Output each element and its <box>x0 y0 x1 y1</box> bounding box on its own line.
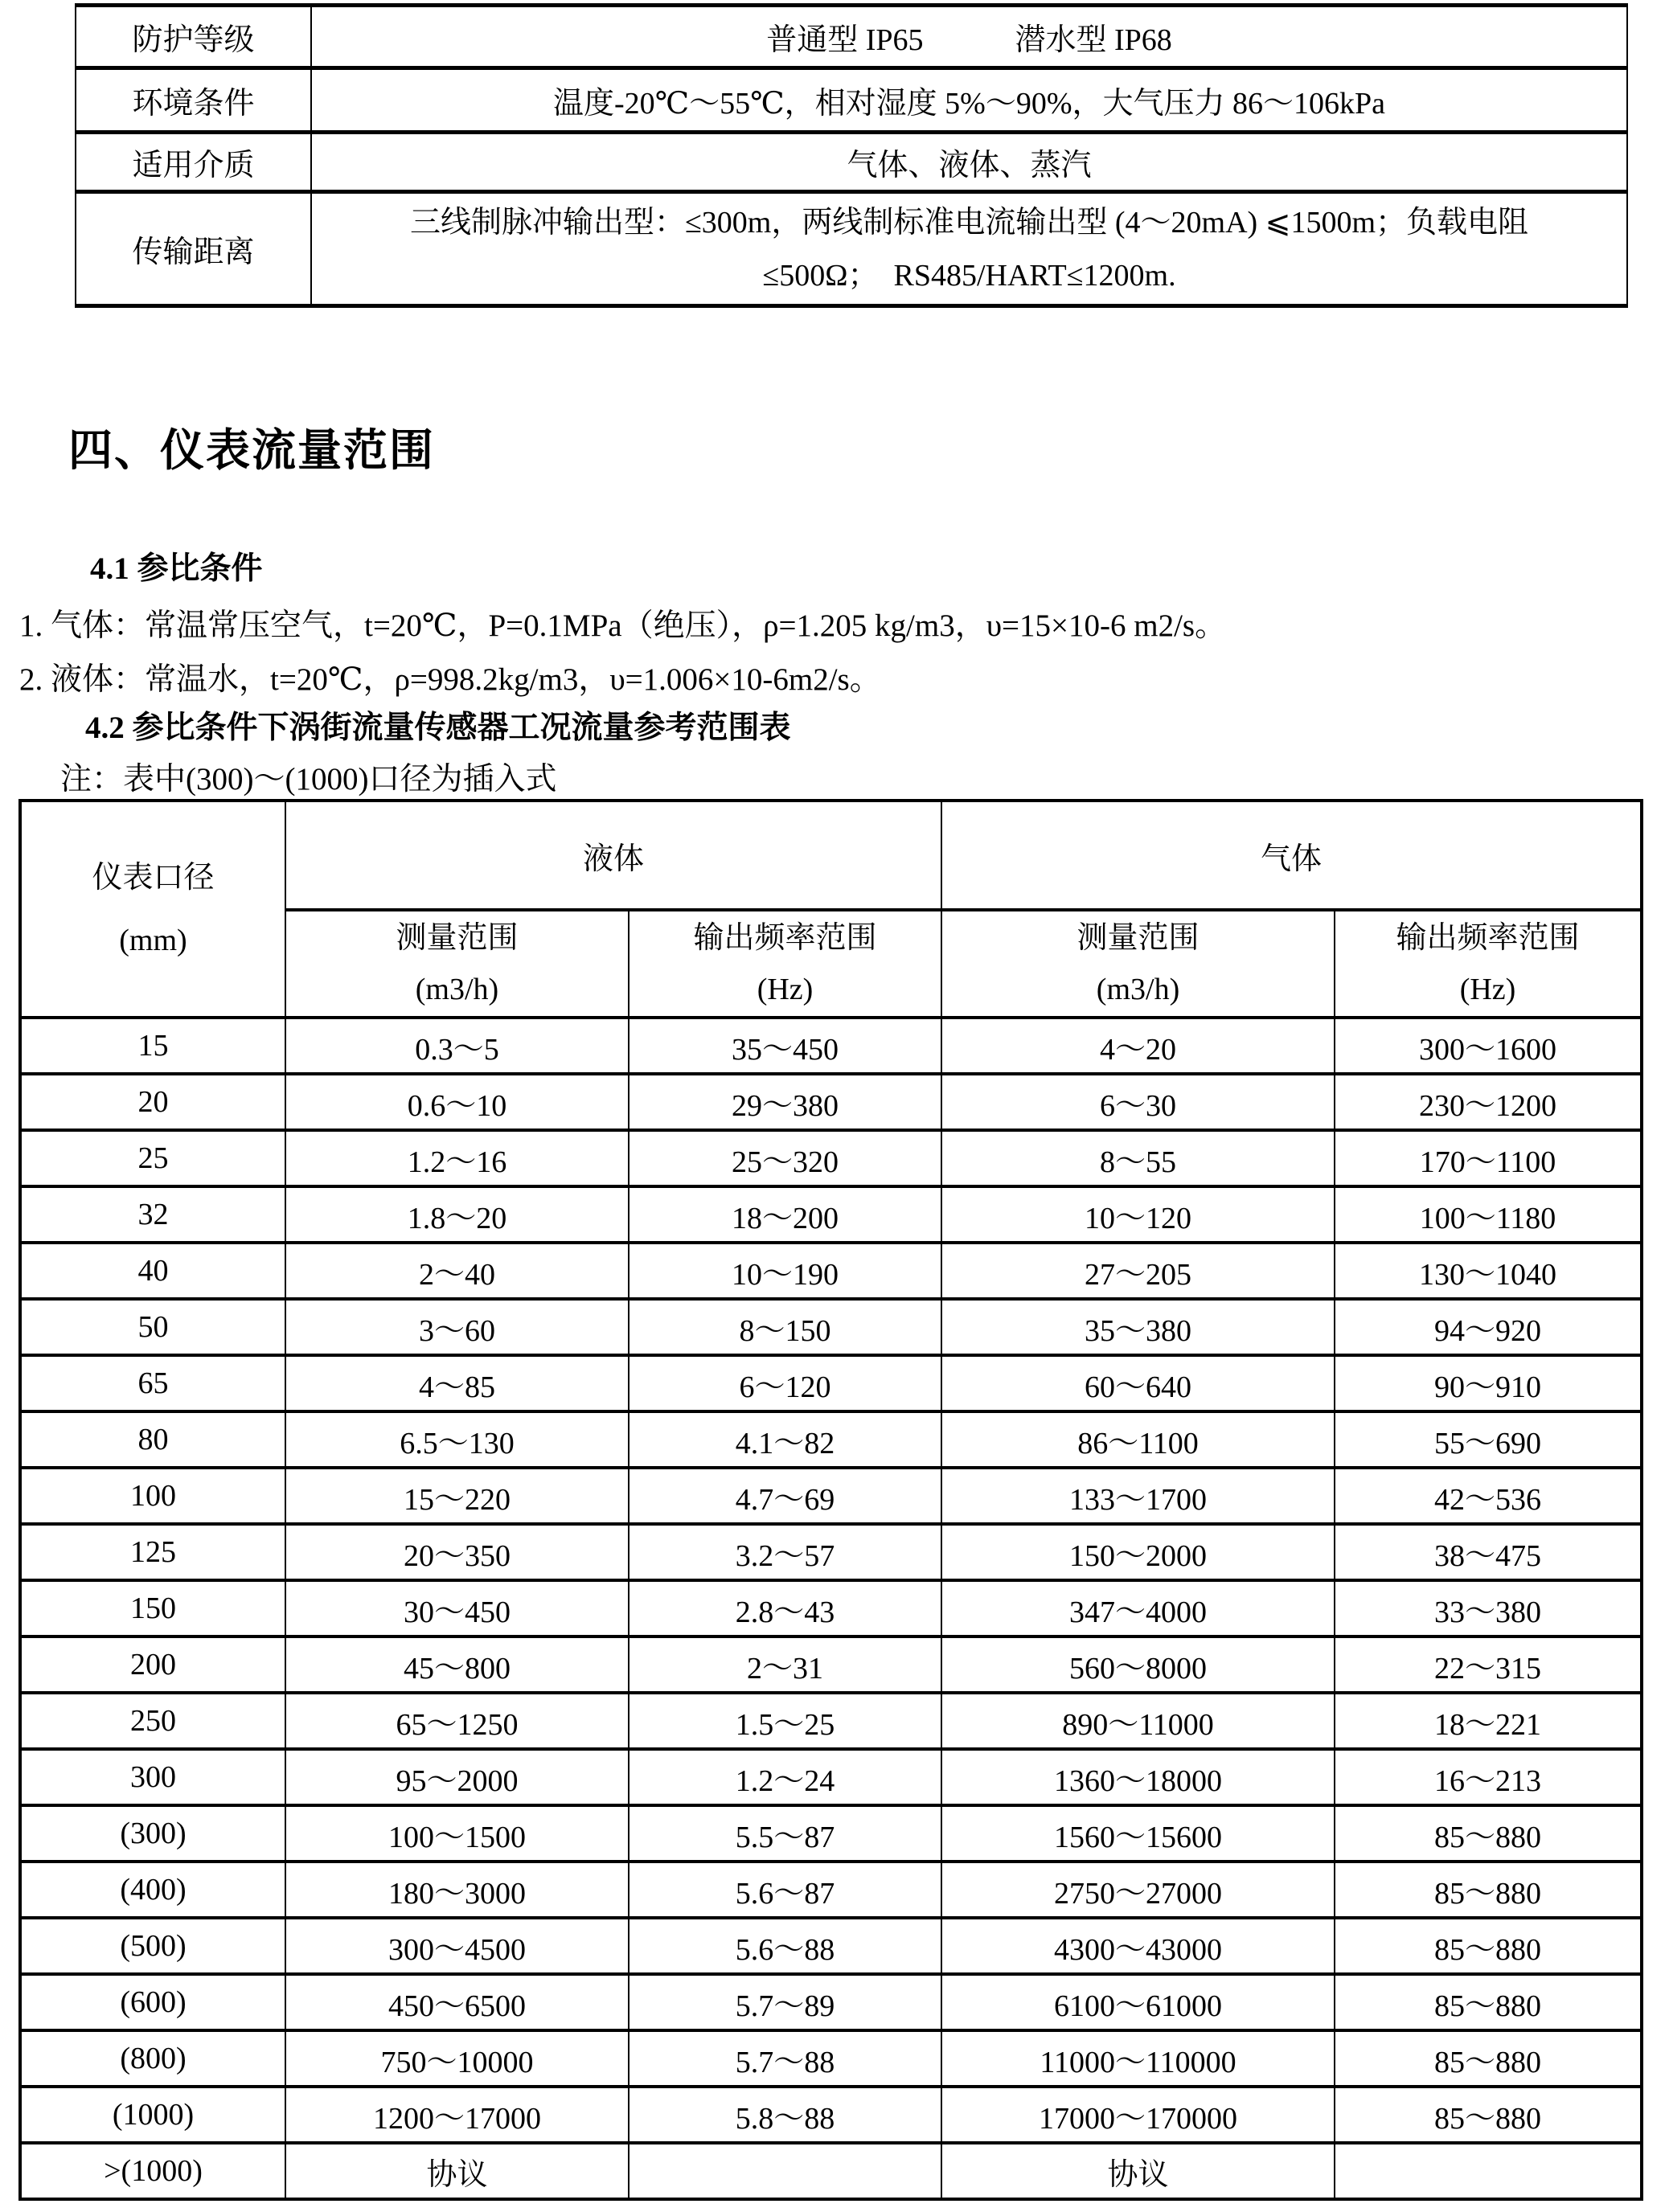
section-heading: 四、仪表流量范围 <box>68 426 436 475</box>
diameter-cell: (500) <box>20 1918 285 1974</box>
value-cell: 29～380 <box>629 1074 941 1130</box>
header-line: 测量范围 <box>1077 921 1200 955</box>
col-header-liquid-range <box>285 910 629 1018</box>
value-cell: 38～475 <box>1335 1524 1642 1580</box>
header-line: 输出频率范围 <box>1396 921 1580 955</box>
diameter-cell: 20 <box>20 1074 285 1130</box>
group-header-gas: 气体 <box>941 801 1642 910</box>
value-cell: 30～450 <box>285 1580 629 1636</box>
value-cell: 4～20 <box>941 1018 1335 1074</box>
value-cell: 5.7～89 <box>629 1974 941 2030</box>
value-cell: 5.8～88 <box>629 2087 941 2143</box>
value-cell: 85～880 <box>1335 1805 1642 1862</box>
diameter-cell: 250 <box>20 1693 285 1749</box>
diameter-cell: 50 <box>20 1299 285 1355</box>
value-cell: 170～1100 <box>1335 1130 1642 1186</box>
reference-condition-item: 2. 液体：常温水，t=20℃，ρ=998.2kg/m3，υ=1.006×10-6m2/s。 <box>19 662 881 697</box>
value-cell: 133～1700 <box>941 1468 1335 1524</box>
group-header-liquid: 液体 <box>285 801 941 910</box>
value-cell: 85～880 <box>1335 1974 1642 2030</box>
value-cell: 347～4000 <box>941 1580 1335 1636</box>
diameter-cell: 150 <box>20 1580 285 1636</box>
diameter-cell: (600) <box>20 1974 285 2030</box>
diameter-cell: (400) <box>20 1862 285 1918</box>
diameter-cell: (1000) <box>20 2087 285 2143</box>
value-cell <box>629 2143 941 2199</box>
value-cell: 2～31 <box>629 1636 941 1693</box>
table-row <box>76 192 1627 306</box>
value-cell: 2～40 <box>285 1243 629 1299</box>
value-cell: 35～380 <box>941 1299 1335 1355</box>
col-header-liquid-frequency <box>629 910 941 1018</box>
value-cell: 15～220 <box>285 1468 629 1524</box>
table-row <box>20 1299 1642 1355</box>
spec-label: 防护等级 <box>76 6 311 68</box>
diameter-cell: 80 <box>20 1411 285 1468</box>
table-row <box>20 1862 1642 1918</box>
value-cell: 0.3～5 <box>285 1018 629 1074</box>
header-line: (Hz) <box>1459 973 1516 1006</box>
table-row <box>76 133 1627 192</box>
value-cell: 25～320 <box>629 1130 941 1186</box>
col-header-gas-range <box>941 910 1335 1018</box>
value-cell: 130～1040 <box>1335 1243 1642 1299</box>
spec-value <box>311 192 1627 306</box>
header-line: (m3/h) <box>1096 973 1180 1006</box>
header-line: (Hz) <box>757 973 814 1006</box>
value-cell: 6100～61000 <box>941 1974 1335 2030</box>
value-cell: 94～920 <box>1335 1299 1642 1355</box>
value-cell: 16～213 <box>1335 1749 1642 1805</box>
value-cell: 450～6500 <box>285 1974 629 2030</box>
table-row <box>76 68 1627 133</box>
spec-label: 环境条件 <box>76 68 311 133</box>
value-cell: 10～190 <box>629 1243 941 1299</box>
value-cell: 300～1600 <box>1335 1018 1642 1074</box>
table-row <box>20 1693 1642 1749</box>
col-header-diameter-line2: (mm) <box>119 924 187 957</box>
value-cell: 2750～27000 <box>941 1862 1335 1918</box>
value-cell: 20～350 <box>285 1524 629 1580</box>
table-row <box>20 1411 1642 1468</box>
table-row <box>20 2143 1642 2199</box>
value-cell: 4～85 <box>285 1355 629 1411</box>
value-cell: 1.2～24 <box>629 1749 941 1805</box>
diameter-cell: 125 <box>20 1524 285 1580</box>
value-cell: 4.1～82 <box>629 1411 941 1468</box>
value-cell: 33～380 <box>1335 1580 1642 1636</box>
spec-label: 传输距离 <box>76 192 311 306</box>
header-line: 测量范围 <box>396 921 519 955</box>
value-cell: 100～1500 <box>285 1805 629 1862</box>
value-cell: 1200～17000 <box>285 2087 629 2143</box>
value-cell: 4300～43000 <box>941 1918 1335 1974</box>
value-cell: 6.5～130 <box>285 1411 629 1468</box>
table-row <box>20 1974 1642 2030</box>
spec-label: 适用介质 <box>76 133 311 192</box>
value-cell: 18～200 <box>629 1186 941 1243</box>
diameter-cell: (800) <box>20 2030 285 2087</box>
table-row <box>20 1355 1642 1411</box>
table-row <box>20 1918 1642 1974</box>
diameter-cell: 100 <box>20 1468 285 1524</box>
value-cell: 85～880 <box>1335 2030 1642 2087</box>
value-cell: 150～2000 <box>941 1524 1335 1580</box>
value-cell: 10～120 <box>941 1186 1335 1243</box>
subsection-title-41: 4.1 参比条件 <box>90 551 263 586</box>
table-row <box>20 1805 1642 1862</box>
diameter-cell: 25 <box>20 1130 285 1186</box>
table-row <box>20 1018 1642 1074</box>
table-row <box>20 2087 1642 2143</box>
value-cell: 300～4500 <box>285 1918 629 1974</box>
value-cell: 5.6～87 <box>629 1862 941 1918</box>
table-row <box>20 1636 1642 1693</box>
value-cell: 560～8000 <box>941 1636 1335 1693</box>
value-cell: 42～536 <box>1335 1468 1642 1524</box>
value-cell: 3.2～57 <box>629 1524 941 1580</box>
value-cell: 750～10000 <box>285 2030 629 2087</box>
value-cell: 180～3000 <box>285 1862 629 1918</box>
value-cell <box>1335 2143 1642 2199</box>
value-cell: 86～1100 <box>941 1411 1335 1468</box>
diameter-cell: 32 <box>20 1186 285 1243</box>
spec-value: 气体、液体、蒸汽 <box>311 133 1627 192</box>
value-cell: 100～1180 <box>1335 1186 1642 1243</box>
diameter-cell: 65 <box>20 1355 285 1411</box>
table-row <box>20 1186 1642 1243</box>
table-row <box>20 1524 1642 1580</box>
value-cell: 95～2000 <box>285 1749 629 1805</box>
value-cell: 协议 <box>941 2143 1335 2199</box>
table-note: 注：表中(300)～(1000)口径为插入式 <box>60 762 557 797</box>
value-cell: 8～55 <box>941 1130 1335 1186</box>
value-cell: 60～640 <box>941 1355 1335 1411</box>
subsection-title-42: 4.2 参比条件下涡街流量传感器工况流量参考范围表 <box>85 711 791 745</box>
spec-table <box>75 3 1628 308</box>
value-cell: 90～910 <box>1335 1355 1642 1411</box>
diameter-cell: 200 <box>20 1636 285 1693</box>
table-row <box>20 1580 1642 1636</box>
spec-value-line2: ≤500Ω； RS485/HART≤1200m. <box>762 258 1176 293</box>
flow-range-table <box>18 799 1643 2201</box>
table-row <box>76 6 1627 68</box>
diameter-cell: (300) <box>20 1805 285 1862</box>
value-cell: 5.5～87 <box>629 1805 941 1862</box>
reference-condition-item: 1. 气体：常温常压空气，t=20℃，P=0.1MPa（绝压），ρ=1.205 kg/m3，υ=15×10-6 m2/s。 <box>19 608 1227 643</box>
diameter-cell: 300 <box>20 1749 285 1805</box>
value-cell: 55～690 <box>1335 1411 1642 1468</box>
table-row <box>20 1074 1642 1130</box>
diameter-cell: >(1000) <box>20 2143 285 2199</box>
value-cell: 1.8～20 <box>285 1186 629 1243</box>
value-cell: 4.7～69 <box>629 1468 941 1524</box>
value-cell: 27～205 <box>941 1243 1335 1299</box>
col-header-diameter <box>20 801 285 1018</box>
diameter-cell: 40 <box>20 1243 285 1299</box>
value-cell: 230～1200 <box>1335 1074 1642 1130</box>
value-cell: 18～221 <box>1335 1693 1642 1749</box>
value-cell: 8～150 <box>629 1299 941 1355</box>
table-row <box>20 1749 1642 1805</box>
table-header-row <box>20 801 1642 910</box>
value-cell: 85～880 <box>1335 1862 1642 1918</box>
value-cell: 5.7～88 <box>629 2030 941 2087</box>
value-cell: 35～450 <box>629 1018 941 1074</box>
value-cell: 1560～15600 <box>941 1805 1335 1862</box>
table-row <box>20 2030 1642 2087</box>
value-cell: 65～1250 <box>285 1693 629 1749</box>
header-line: 输出频率范围 <box>693 921 877 955</box>
value-cell: 2.8～43 <box>629 1580 941 1636</box>
value-cell: 1.5～25 <box>629 1693 941 1749</box>
value-cell: 0.6～10 <box>285 1074 629 1130</box>
spec-value: 普通型 IP65 潜水型 IP68 <box>311 6 1627 68</box>
header-line: (m3/h) <box>415 973 499 1006</box>
value-cell: 17000～170000 <box>941 2087 1335 2143</box>
value-cell: 85～880 <box>1335 1918 1642 1974</box>
value-cell: 3～60 <box>285 1299 629 1355</box>
value-cell: 890～11000 <box>941 1693 1335 1749</box>
value-cell: 45～800 <box>285 1636 629 1693</box>
value-cell: 85～880 <box>1335 2087 1642 2143</box>
table-row <box>20 1468 1642 1524</box>
flow-table-body <box>20 1018 1642 2199</box>
value-cell: 1.2～16 <box>285 1130 629 1186</box>
value-cell: 1360～18000 <box>941 1749 1335 1805</box>
spec-value: 温度-20℃～55℃，相对湿度 5%～90%，大气压力 86～106kPa <box>311 68 1627 133</box>
value-cell: 5.6～88 <box>629 1918 941 1974</box>
diameter-cell: 15 <box>20 1018 285 1074</box>
table-row <box>20 1130 1642 1186</box>
table-row <box>20 1243 1642 1299</box>
value-cell: 22～315 <box>1335 1636 1642 1693</box>
value-cell: 协议 <box>285 2143 629 2199</box>
value-cell: 11000～110000 <box>941 2030 1335 2087</box>
col-header-gas-frequency <box>1335 910 1642 1018</box>
value-cell: 6～120 <box>629 1355 941 1411</box>
value-cell: 6～30 <box>941 1074 1335 1130</box>
col-header-diameter-line1: 仪表口径 <box>92 861 215 895</box>
spec-value-line1: 三线制脉冲输出型：≤300m，两线制标准电流输出型 (4～20mA) ⩽1500m；负载电阻 <box>409 205 1529 240</box>
